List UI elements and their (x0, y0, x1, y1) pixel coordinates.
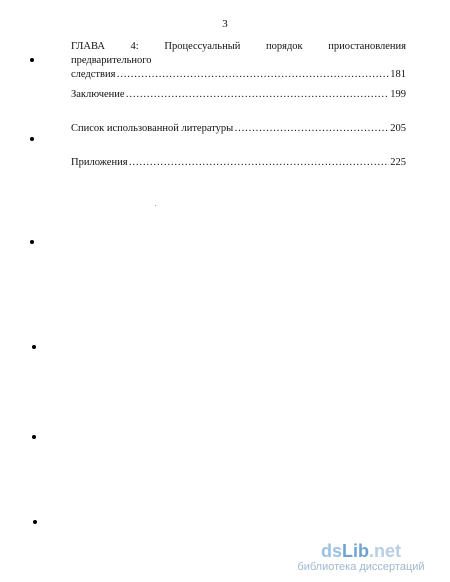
scan-speck (155, 205, 156, 206)
toc-leader (129, 156, 390, 170)
logo-ds: ds (320, 541, 342, 561)
watermark-logo (286, 541, 436, 561)
toc-entry-page: 199 (390, 89, 406, 100)
toc-entry-page: 225 (390, 157, 406, 168)
toc-leader (126, 88, 390, 102)
toc-entry-title: следствия (71, 69, 116, 80)
toc-entry-conclusion (71, 88, 406, 102)
binding-hole-mark (32, 345, 36, 349)
toc-entry-page: 205 (390, 123, 406, 134)
toc-entry-line (71, 122, 406, 136)
binding-hole-mark (30, 58, 34, 62)
toc-entry-title: Заключение (71, 89, 125, 100)
toc-leader (116, 68, 389, 82)
toc-entry-line (71, 68, 406, 82)
binding-hole-mark (32, 435, 36, 439)
binding-hole-mark (30, 137, 34, 141)
toc-entry-title: Список использованной литературы (71, 123, 234, 134)
toc-entry-appendices (71, 156, 406, 170)
toc-entry-line (71, 156, 406, 170)
toc-entry-heading: ГЛАВА 4: Процессуальный порядок приостановления предварительного (71, 41, 406, 66)
binding-hole-mark (30, 240, 34, 244)
logo-net: .net (369, 541, 402, 561)
toc-entry-title: Приложения (71, 157, 128, 168)
page-number: 3 (222, 18, 228, 30)
logo-lib: Lib (342, 541, 369, 561)
toc-entry-chapter-4 (71, 40, 406, 82)
binding-hole-mark (33, 520, 37, 524)
toc-entry-line (71, 88, 406, 102)
toc-leader (234, 122, 389, 136)
toc-entry-page: 181 (390, 69, 406, 80)
watermark-caption: библиотека диссертаций (297, 561, 425, 573)
watermark (286, 541, 436, 574)
toc-entry-bibliography (71, 122, 406, 136)
